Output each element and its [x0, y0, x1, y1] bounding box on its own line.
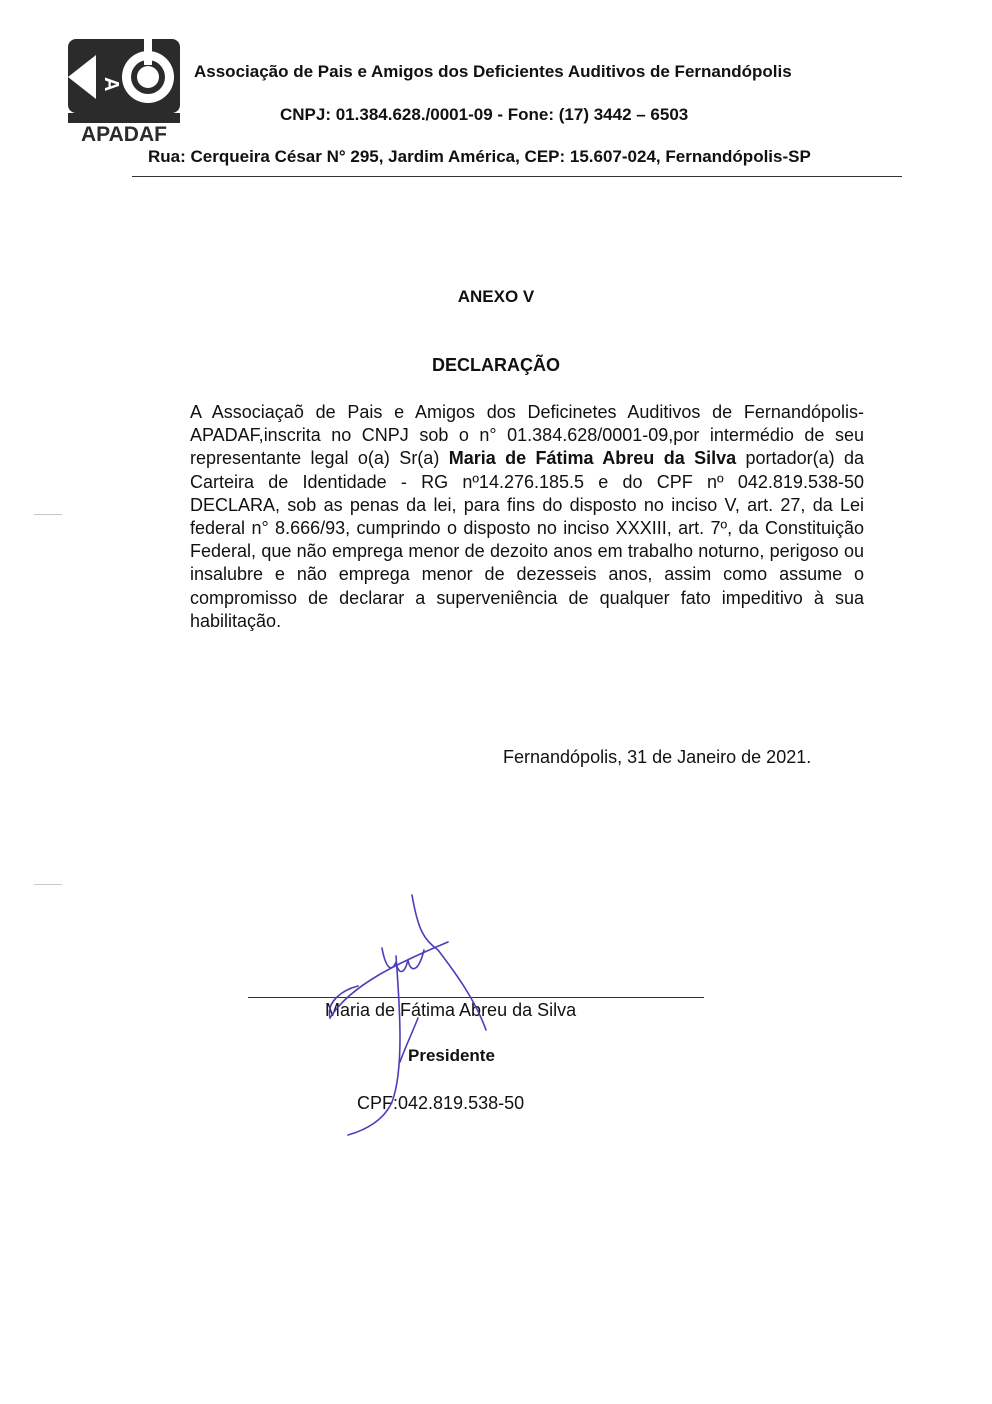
- signer-name: Maria de Fátima Abreu da Silva: [325, 1000, 577, 1020]
- body-intro: A Associaçaõ de Pais e Amigos dos Deficinetes Auditivos de Fernandópolis-APADAF,inscrita no CNPJ sob o n° 01.384.628/0001-09,por intermédio de seu representante legal o(a) Sr(a): [190, 402, 864, 469]
- representative-name: Maria de Fátima Abreu da Silva: [448, 448, 737, 469]
- logo-text: APADAF: [81, 123, 167, 146]
- scan-mark: [34, 884, 62, 885]
- signer-cpf: CPF:042.819.538-50: [357, 1093, 525, 1113]
- header-divider: [132, 176, 902, 177]
- body-rest: portador(a) da Carteira de Identidade - RG nº14.276.185.5 e do CPF nº 042.819.538-50 DECLARA, sob as penas da lei, para fins do disposto no inciso V, art. 27, da Lei federal n° 8.666/93, cumprindo o disposto no inciso XXXIII, art. 7º, da Constituição Federal, que não emprega menor de dezoito anos em trabalho noturno, perigoso ou insalubre e não emprega menor de dezesseis anos, assim como assume o compromisso de declarar a superveniência de qualquer fato impeditivo à sua habilitação.: [190, 448, 865, 631]
- logo-letter: A: [100, 77, 122, 92]
- organization-name: Associação de Pais e Amigos dos Deficientes Auditivos de Fernandópolis: [194, 62, 792, 81]
- cnpj-phone-line: CNPJ: 01.384.628./0001-09 - Fone: (17) 3442 – 6503: [280, 105, 689, 124]
- signature-line: [248, 997, 704, 998]
- annex-title: ANEXO V: [457, 287, 535, 306]
- address-line: Rua: Cerqueira César N° 295, Jardim América, CEP: 15.607-024, Fernandópolis-SP: [148, 147, 811, 166]
- signer-role: Presidente: [408, 1046, 495, 1065]
- declaration-title: DECLARAÇÃO: [432, 355, 560, 375]
- declaration-body: [190, 401, 864, 633]
- apadaf-logo: [66, 37, 182, 147]
- place-date: Fernandópolis, 31 de Janeiro de 2021.: [503, 747, 812, 767]
- scan-mark: [34, 514, 62, 515]
